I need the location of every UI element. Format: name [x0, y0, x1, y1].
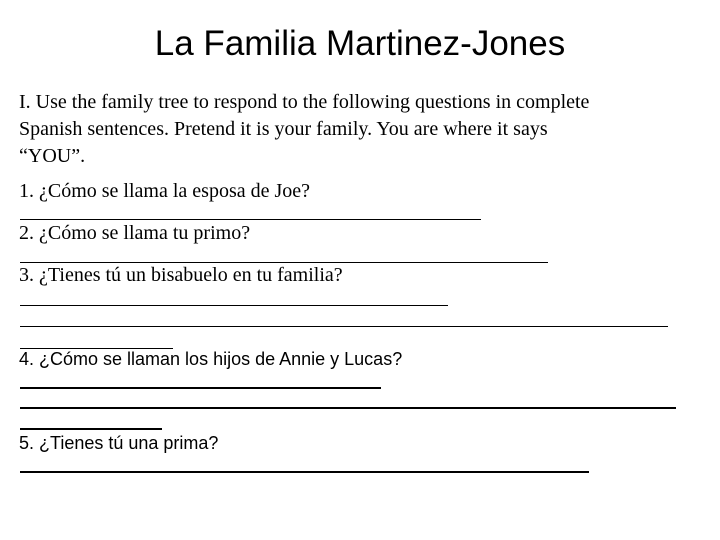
- instructions-line-3: “YOU”.: [19, 145, 86, 167]
- answer-line-4a[interactable]: [20, 387, 381, 389]
- answer-line-3b[interactable]: [20, 326, 668, 327]
- question-4: 4. ¿Cómo se llaman los hijos de Annie y Lucas?: [19, 349, 403, 369]
- answer-line-4c[interactable]: [20, 428, 162, 430]
- answer-line-4b[interactable]: [20, 407, 676, 409]
- instructions-line-2: Spanish sentences. Pretend it is your family. You are where it says: [19, 118, 548, 140]
- instructions-line-1: I. Use the family tree to respond to the following questions in complete: [19, 91, 590, 113]
- question-2: 2. ¿Cómo se llama tu primo?: [19, 222, 251, 244]
- question-1: 1. ¿Cómo se llama la esposa de Joe?: [19, 180, 311, 202]
- question-3: 3. ¿Tienes tú un bisabuelo en tu familia?: [19, 264, 343, 286]
- answer-line-5[interactable]: [20, 471, 589, 473]
- answer-line-3a[interactable]: [20, 305, 448, 306]
- question-5: 5. ¿Tienes tú una prima?: [19, 433, 219, 453]
- worksheet-title: La Familia Martinez-Jones: [154, 24, 566, 63]
